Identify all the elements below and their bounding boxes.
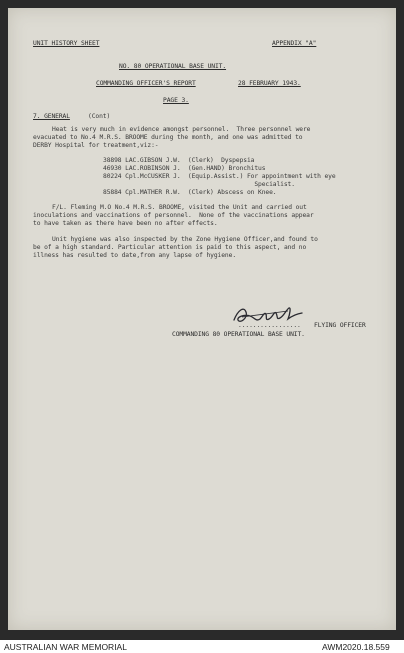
para2-line: F/L. Fleming M.O No.4 M.R.S. BROOME, visited the Unit and carried out: [52, 204, 307, 211]
caption-right: AWM2020.18.559: [322, 642, 390, 652]
para1-line: evacuated to No.4 M.R.S. BROOME during the month, and one was admitted to: [33, 134, 303, 141]
caption-left: AUSTRALIAN WAR MEMORIAL: [4, 642, 127, 652]
signature-dots: .................: [238, 322, 301, 329]
document-page: [8, 8, 396, 630]
personnel-line: 85884 Cpl.MATHER R.W. (Clerk) Abscess on Knee.: [103, 189, 277, 196]
para2-line: inoculations and vaccinations of personnel. None of the vaccinations appear: [33, 212, 314, 219]
para3-line: Unit hygiene was also inspected by the Zone Hygiene Officer,and found to: [52, 236, 318, 243]
para3-line: be of a high standard. Particular attention is paid to this aspect, and no: [33, 244, 307, 251]
section-heading-cont: (Cont): [88, 113, 111, 120]
unit-title: NO. 80 OPERATIONAL BASE UNIT.: [119, 63, 227, 70]
report-date: 28 FEBRUARY 1943.: [238, 80, 301, 87]
para1-line: Heat is very much in evidence amongst personnel. Three personnel were: [52, 126, 311, 133]
report-title: COMMANDING OFFICER'S REPORT: [96, 80, 196, 87]
header-right: APPENDIX "A": [272, 40, 317, 47]
personnel-line: 38898 LAC.GIBSON J.W. (Clerk) Dyspepsia: [103, 157, 255, 164]
para3-line: illness has resulted to date,from any lapse of hygiene.: [33, 252, 237, 259]
personnel-line: 46930 LAC.ROBINSON J. (Gen.HAND) Bronchitus: [103, 165, 266, 172]
personnel-line: 80224 Cpl.McCUSKER J. (Equip.Assist.) For appointment with eye: [103, 173, 336, 180]
section-heading: 7. GENERAL: [33, 113, 70, 120]
para1-line: DERBY Hospital for treatment,viz:-: [33, 142, 159, 149]
header-left: UNIT HISTORY SHEET: [33, 40, 100, 47]
signature-title: COMMANDING 80 OPERATIONAL BASE UNIT.: [172, 331, 305, 338]
personnel-line: Specialist.: [103, 181, 295, 188]
page-number: PAGE 3.: [163, 97, 189, 104]
signature-rank: FLYING OFFICER: [314, 322, 366, 329]
para2-line: to have taken as there have been no after effects.: [33, 220, 218, 227]
